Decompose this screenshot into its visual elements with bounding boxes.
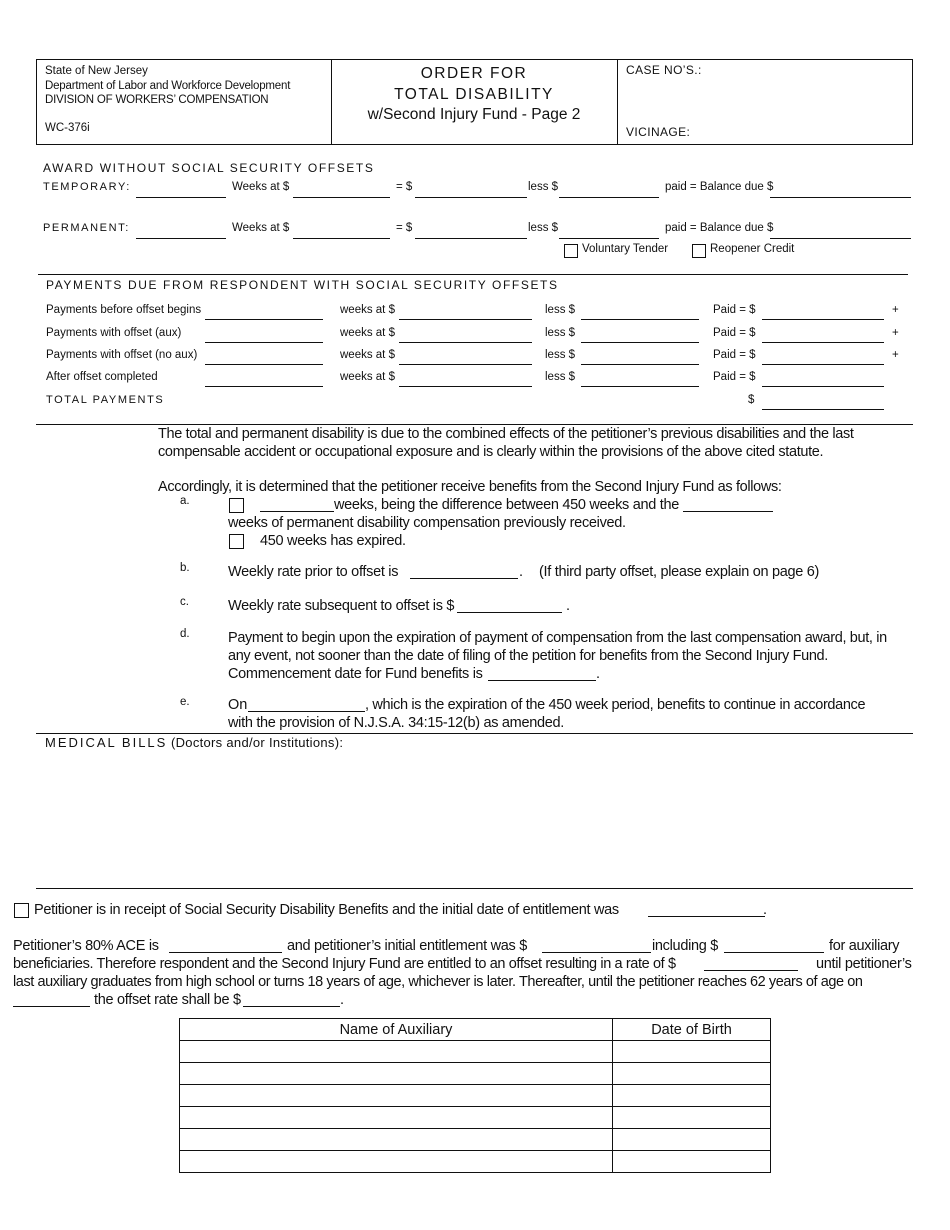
- item-d-letter: d.: [180, 628, 190, 640]
- ace-amount-field[interactable]: [169, 952, 282, 953]
- item-a-previous-weeks-field[interactable]: [683, 511, 773, 512]
- payment-row-label: Payments with offset (no aux): [46, 349, 198, 361]
- item-b-letter: b.: [180, 562, 190, 574]
- ace-text-1: Petitioner’s 80% ACE is: [13, 938, 159, 954]
- item-a-letter: a.: [180, 495, 190, 507]
- permanent-equals-label: = $: [396, 222, 413, 234]
- table-row: [180, 1085, 771, 1107]
- table-row: [180, 1063, 771, 1085]
- final-offset-rate-field[interactable]: [243, 1006, 340, 1007]
- auxiliary-name-cell[interactable]: [180, 1041, 613, 1063]
- ace-text-4: for auxiliary: [829, 938, 900, 954]
- temporary-rate-field[interactable]: [293, 197, 390, 198]
- form-title-line2: TOTAL DISABILITY: [394, 86, 554, 103]
- payment-row-paid-field[interactable]: [762, 319, 884, 320]
- item-a-text1: weeks, being the difference between 450 weeks and the: [334, 497, 679, 513]
- payment-row-paid-label: Paid = $: [713, 349, 756, 361]
- auxiliary-dob-cell[interactable]: [613, 1107, 771, 1129]
- total-payments-label: TOTAL PAYMENTS: [46, 394, 165, 406]
- item-b-note: (If third party offset, please explain on page 6): [539, 564, 820, 580]
- auxiliary-dob-cell[interactable]: [613, 1129, 771, 1151]
- table-row: [180, 1151, 771, 1173]
- auxiliary-dob-cell[interactable]: [613, 1151, 771, 1173]
- ss-entitlement-date-field[interactable]: [648, 916, 765, 917]
- temporary-equals-label: = $: [396, 181, 413, 193]
- ss-receipt-text: Petitioner is in receipt of Social Security Disability Benefits and the initial date of entitlement was: [34, 902, 619, 918]
- temporary-less-label: less $: [528, 181, 559, 193]
- temporary-weeks-at-label: Weeks at $: [232, 181, 290, 193]
- medical-bills-heading: [45, 735, 343, 750]
- permanent-balance-label: paid = Balance due $: [665, 222, 774, 234]
- item-e-line2: with the provision of N.J.S.A. 34:15-12(b) as amended.: [228, 715, 565, 731]
- total-payments-dollar: $: [748, 394, 755, 406]
- item-d-period: .: [596, 666, 601, 682]
- ace-text-3: including $: [652, 938, 719, 954]
- ace-text-9: .: [340, 992, 345, 1008]
- payment-row-less-label: less $: [545, 327, 576, 339]
- section-divider-4: [36, 888, 913, 889]
- payment-row-weeks-label: weeks at $: [340, 371, 395, 383]
- payment-row-weeks-field[interactable]: [399, 342, 532, 343]
- payment-row-less-field[interactable]: [581, 364, 699, 365]
- item-c-text: Weekly rate subsequent to offset is $: [228, 598, 455, 614]
- payment-row-amount-field[interactable]: [205, 342, 323, 343]
- division-name: DIVISION OF WORKERS’ COMPENSATION: [45, 94, 269, 106]
- item-a-weeks-field[interactable]: [260, 511, 334, 512]
- payment-row-amount-field[interactable]: [205, 319, 323, 320]
- auxiliary-amount-field[interactable]: [724, 952, 824, 953]
- auxiliary-dob-cell[interactable]: [613, 1041, 771, 1063]
- auxiliary-name-cell[interactable]: [180, 1129, 613, 1151]
- permanent-rate-field[interactable]: [293, 238, 390, 239]
- header-divider-2: [617, 59, 618, 144]
- department-name: Department of Labor and Workforce Development: [45, 80, 291, 92]
- payment-row-paid-field[interactable]: [762, 386, 884, 387]
- voluntary-tender-label: Voluntary Tender: [582, 243, 669, 255]
- payment-row-weeks-label: weeks at $: [340, 304, 395, 316]
- payment-row-less-label: less $: [545, 371, 576, 383]
- payment-row-less-label: less $: [545, 349, 576, 361]
- determination-para1-line1: The total and permanent disability is due to the combined effects of the petitioner’s previous disabilities and the last: [158, 426, 854, 442]
- section-divider-1: [38, 274, 908, 275]
- payment-row-amount-field[interactable]: [205, 364, 323, 365]
- item-e-letter: e.: [180, 696, 190, 708]
- permanent-weeks-at-label: Weeks at $: [232, 222, 290, 234]
- item-b-period: .: [519, 564, 524, 580]
- auxiliary-table-header: [180, 1019, 771, 1041]
- total-payments-field[interactable]: [762, 409, 884, 410]
- payment-row-weeks-label: weeks at $: [340, 349, 395, 361]
- auxiliary-name-cell[interactable]: [180, 1151, 613, 1173]
- section-divider-3: [36, 733, 913, 734]
- payment-row-label: After offset completed: [46, 371, 158, 383]
- case-numbers-label: CASE NO’S.:: [626, 63, 702, 77]
- payment-row-less-field[interactable]: [581, 319, 699, 320]
- ss-receipt-period: .: [763, 902, 768, 918]
- payment-row-paid-label: Paid = $: [713, 304, 756, 316]
- auxiliary-dob-cell[interactable]: [613, 1085, 771, 1107]
- award-heading: AWARD WITHOUT SOCIAL SECURITY OFFSETS: [43, 161, 375, 175]
- ace-text-5: beneficiaries. Therefore respondent and the Second Injury Fund are entitled to an offset resulting in a rate of $: [13, 956, 676, 972]
- payment-row-weeks-field[interactable]: [399, 364, 532, 365]
- auxiliary-name-cell[interactable]: [180, 1107, 613, 1129]
- offset-rate-field[interactable]: [704, 970, 798, 971]
- ace-text-7: last auxiliary graduates from high school or turns 18 years of age, whichever is later. Thereafter, until the petitioner reaches 62 years of age on: [13, 974, 863, 990]
- payments-heading: PAYMENTS DUE FROM RESPONDENT WITH SOCIAL SECURITY OFFSETS: [46, 278, 559, 292]
- payment-row-plus: +: [892, 349, 899, 361]
- medical-bills-subtitle: (Doctors and/or Institutions):: [170, 735, 344, 750]
- payment-row-weeks-label: weeks at $: [340, 327, 395, 339]
- item-d-line1: Payment to begin upon the expiration of payment of compensation from the last compensation award, but, in: [228, 630, 887, 646]
- determination-para1-line2: compensable accident or occupational exposure and is clearly within the provisions of the above cited statute.: [158, 444, 824, 460]
- item-c-letter: c.: [180, 596, 189, 608]
- permanent-weeks-field[interactable]: [136, 238, 226, 239]
- payment-row-paid-field[interactable]: [762, 364, 884, 365]
- item-d-line2: any event, not sooner than the date of filing of the petition for benefits from the Second Injury Fund.: [228, 648, 828, 664]
- temporary-label: TEMPORARY:: [43, 181, 131, 193]
- item-e-line1: , which is the expiration of the 450 week period, benefits to continue in accordance: [365, 697, 866, 713]
- payment-row-plus: +: [892, 304, 899, 316]
- ace-text-2: and petitioner’s initial entitlement was $: [287, 938, 527, 954]
- form-title-line3: w/Second Injury Fund - Page 2: [367, 106, 581, 123]
- payment-row-amount-field[interactable]: [205, 386, 323, 387]
- payment-row-weeks-field[interactable]: [399, 386, 532, 387]
- payment-row-less-field[interactable]: [581, 386, 699, 387]
- payment-row-label: Payments before offset begins: [46, 304, 202, 316]
- permanent-total-field[interactable]: [415, 238, 527, 239]
- item-d-line3: Commencement date for Fund benefits is: [228, 666, 483, 682]
- auxiliary-name-header: Name of Auxiliary: [180, 1019, 613, 1041]
- reopener-credit-checkbox[interactable]: [692, 244, 706, 258]
- item-a-weeks-checkbox[interactable]: [229, 498, 244, 513]
- payment-row-less-field[interactable]: [581, 342, 699, 343]
- determination-para2: Accordingly, it is determined that the petitioner receive benefits from the Second Injury Fund as follows:: [158, 479, 782, 495]
- auxiliary-name-cell[interactable]: [180, 1063, 613, 1085]
- permanent-balance-field[interactable]: [770, 238, 911, 239]
- table-row: [180, 1107, 771, 1129]
- item-b-text: Weekly rate prior to offset is: [228, 564, 399, 580]
- voluntary-tender-checkbox[interactable]: [564, 244, 578, 258]
- payment-row-paid-label: Paid = $: [713, 371, 756, 383]
- payment-row-label: Payments with offset (aux): [46, 327, 182, 339]
- vicinage-label: VICINAGE:: [626, 125, 691, 139]
- item-c-rate-field[interactable]: [457, 612, 562, 613]
- medical-bills-field[interactable]: [45, 755, 905, 883]
- payment-row-weeks-field[interactable]: [399, 319, 532, 320]
- item-a-text3: 450 weeks has expired.: [260, 533, 406, 549]
- temporary-total-field[interactable]: [415, 197, 527, 198]
- table-row: [180, 1041, 771, 1063]
- state-name: State of New Jersey: [45, 65, 148, 77]
- payment-row-paid-field[interactable]: [762, 342, 884, 343]
- temporary-balance-field[interactable]: [770, 197, 911, 198]
- item-d-date-field[interactable]: [488, 680, 596, 681]
- item-b-rate-field[interactable]: [410, 578, 518, 579]
- payment-row-less-label: less $: [545, 304, 576, 316]
- ace-text-6: until petitioner’s: [816, 956, 912, 972]
- ace-text-8: the offset rate shall be $: [94, 992, 241, 1008]
- item-a-expired-checkbox[interactable]: [229, 534, 244, 549]
- item-e-on: On: [228, 697, 248, 713]
- initial-entitlement-field[interactable]: [542, 952, 651, 953]
- auxiliary-dob-cell[interactable]: [613, 1063, 771, 1085]
- permanent-label: PERMANENT:: [43, 222, 130, 234]
- ss-receipt-checkbox[interactable]: [14, 903, 29, 918]
- auxiliary-table: [179, 1018, 771, 1173]
- payment-row-plus: +: [892, 327, 899, 339]
- payment-row-paid-label: Paid = $: [713, 327, 756, 339]
- item-c-period: .: [566, 598, 571, 614]
- permanent-less-label: less $: [528, 222, 559, 234]
- temporary-less-field[interactable]: [559, 197, 659, 198]
- item-a-text2: weeks of permanent disability compensation previously received.: [228, 515, 626, 531]
- auxiliary-dob-header: Date of Birth: [613, 1019, 771, 1041]
- medical-bills-title: MEDICAL BILLS: [45, 735, 168, 750]
- reopener-credit-label: Reopener Credit: [710, 243, 795, 255]
- temporary-weeks-field[interactable]: [136, 197, 226, 198]
- age-62-date-field[interactable]: [13, 1006, 90, 1007]
- table-row: [180, 1129, 771, 1151]
- item-e-date-field[interactable]: [248, 711, 365, 712]
- temporary-balance-label: paid = Balance due $: [665, 181, 774, 193]
- permanent-less-field[interactable]: [559, 238, 659, 239]
- form-id: WC-376i: [45, 122, 90, 134]
- form-title-line1: ORDER FOR: [420, 65, 528, 82]
- auxiliary-name-cell[interactable]: [180, 1085, 613, 1107]
